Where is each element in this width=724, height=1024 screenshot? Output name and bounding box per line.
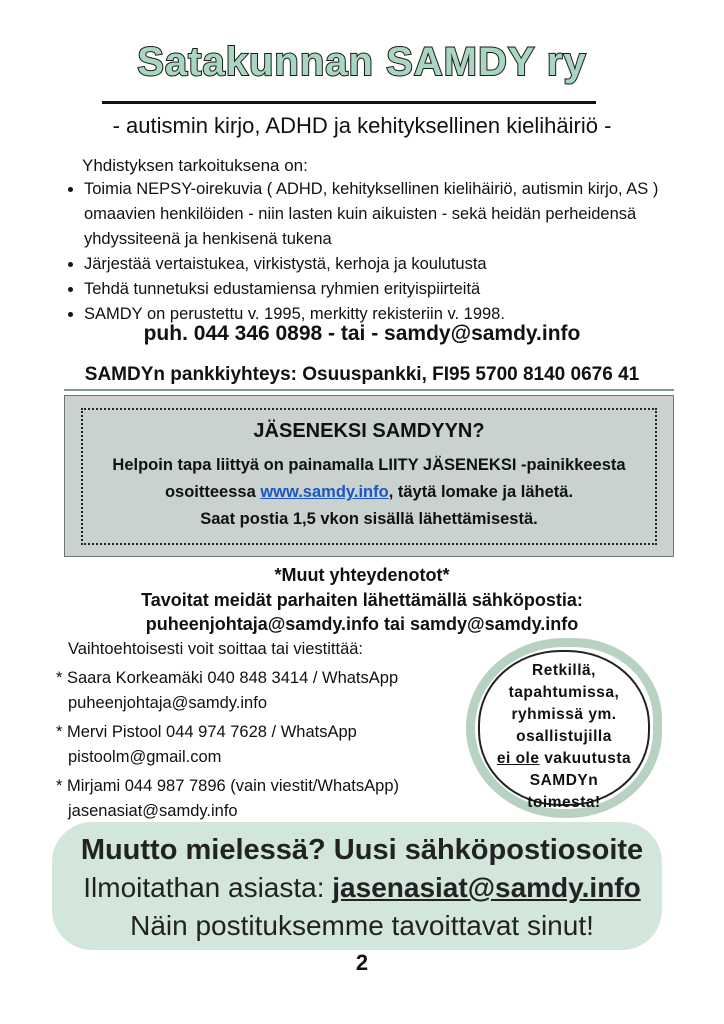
other-contacts-line-3: Vaihtoehtoisesti voit soittaa tai viestittää: — [68, 640, 364, 658]
membership-line-2-suffix: , täytä lomake ja lähetä. — [388, 483, 574, 501]
note-line: ryhmissä ym. — [511, 706, 617, 723]
purpose-intro: Yhdistyksen tarkoituksena on: — [82, 156, 308, 175]
contact-person-1: * Saara Korkeamäki 040 848 3414 / WhatsApp — [56, 669, 399, 687]
other-contacts-line-1: Tavoitat meidät parhaiten lähettämällä sähköpostia: — [141, 590, 583, 610]
banner-line-1: Muutto mielessä? Uusi sähköpostiosoite — [80, 834, 644, 866]
banner-line-2-prefix: Ilmoitathan asiasta: — [83, 872, 333, 903]
membership-line-2-prefix: osoitteessa — [164, 483, 261, 501]
list-item: • SAMDY on perustettu v. 1995, merkitty rekisteriin v. 1998. — [84, 302, 704, 327]
membership-title: JÄSENEKSI SAMDYYN? — [253, 420, 485, 442]
title-divider — [102, 101, 596, 104]
contact-email-3: jasenasiat@samdy.info — [68, 802, 238, 820]
membership-line-3: Saat postia 1,5 vkon sisällä lähettämisestä. — [200, 510, 538, 528]
note-text: vakuutusta — [539, 750, 632, 767]
list-item: • Toimia NEPSY-oirekuvia ( ADHD, kehityksellinen kielihäiriö, autismin kirjo, AS ) omaavien henkilöiden - niin lasten kuin aikuisten - sekä heidän perheidensä yhdyssiteenä ja henkisenä tukena — [84, 177, 704, 252]
banner-line-3: Näin postituksemme tavoittavat sinut! — [130, 910, 594, 941]
list-item: • Järjestää vertaistukea, virkistystä, kerhoja ja koulutusta — [84, 252, 704, 277]
page-number: 2 — [355, 950, 369, 975]
contact-person-3: * Mirjami 044 987 7896 (vain viestit/WhatsApp) — [56, 777, 399, 795]
note-line: osallistujilla — [516, 728, 612, 745]
note-line: tapahtumissa, — [508, 684, 620, 701]
membership-line-1: Helpoin tapa liittyä on painamalla LIITY JÄSENEKSI -painikkeesta — [112, 456, 626, 474]
other-contacts-heading: *Muut yhteydenotot* — [274, 565, 450, 585]
note-line: toimesta! — [527, 794, 601, 811]
banner-line-2 — [0, 872, 724, 904]
bank-divider — [64, 389, 674, 391]
contact-email-2: pistoolm@gmail.com — [68, 748, 222, 766]
list-item: • Tehdä tunnetuksi edustamiensa ryhmien erityispiirteitä — [84, 277, 704, 302]
contact-person-2: * Mervi Pistool 044 974 7628 / WhatsApp — [56, 723, 357, 741]
banner-email-link[interactable]: jasenasiat@samdy.info — [332, 872, 641, 903]
contact-email-1: puheenjohtaja@samdy.info — [68, 694, 267, 712]
page-title: Satakunnan SAMDY ry — [137, 40, 587, 84]
note-line: SAMDYn — [529, 772, 599, 789]
contact-line: puh. 044 346 0898 - tai - samdy@samdy.info — [143, 322, 581, 345]
bank-line: SAMDYn pankkiyhteys: Osuuspankki, FI95 5700 8140 0676 41 — [84, 364, 640, 385]
purpose-list — [56, 177, 704, 327]
note-line — [478, 748, 650, 770]
note-emphasis: ei ole — [496, 750, 540, 767]
note-line: Retkillä, — [532, 662, 596, 679]
other-contacts-line-2: puheenjohtaja@samdy.info tai samdy@samdy.info — [145, 614, 579, 634]
subtitle: - autismin kirjo, ADHD ja kehityksellinen kielihäiriö - — [112, 113, 612, 138]
samdy-website-link[interactable]: www.samdy.info — [260, 483, 389, 501]
membership-line-2 — [81, 483, 657, 502]
insurance-note — [478, 660, 650, 814]
